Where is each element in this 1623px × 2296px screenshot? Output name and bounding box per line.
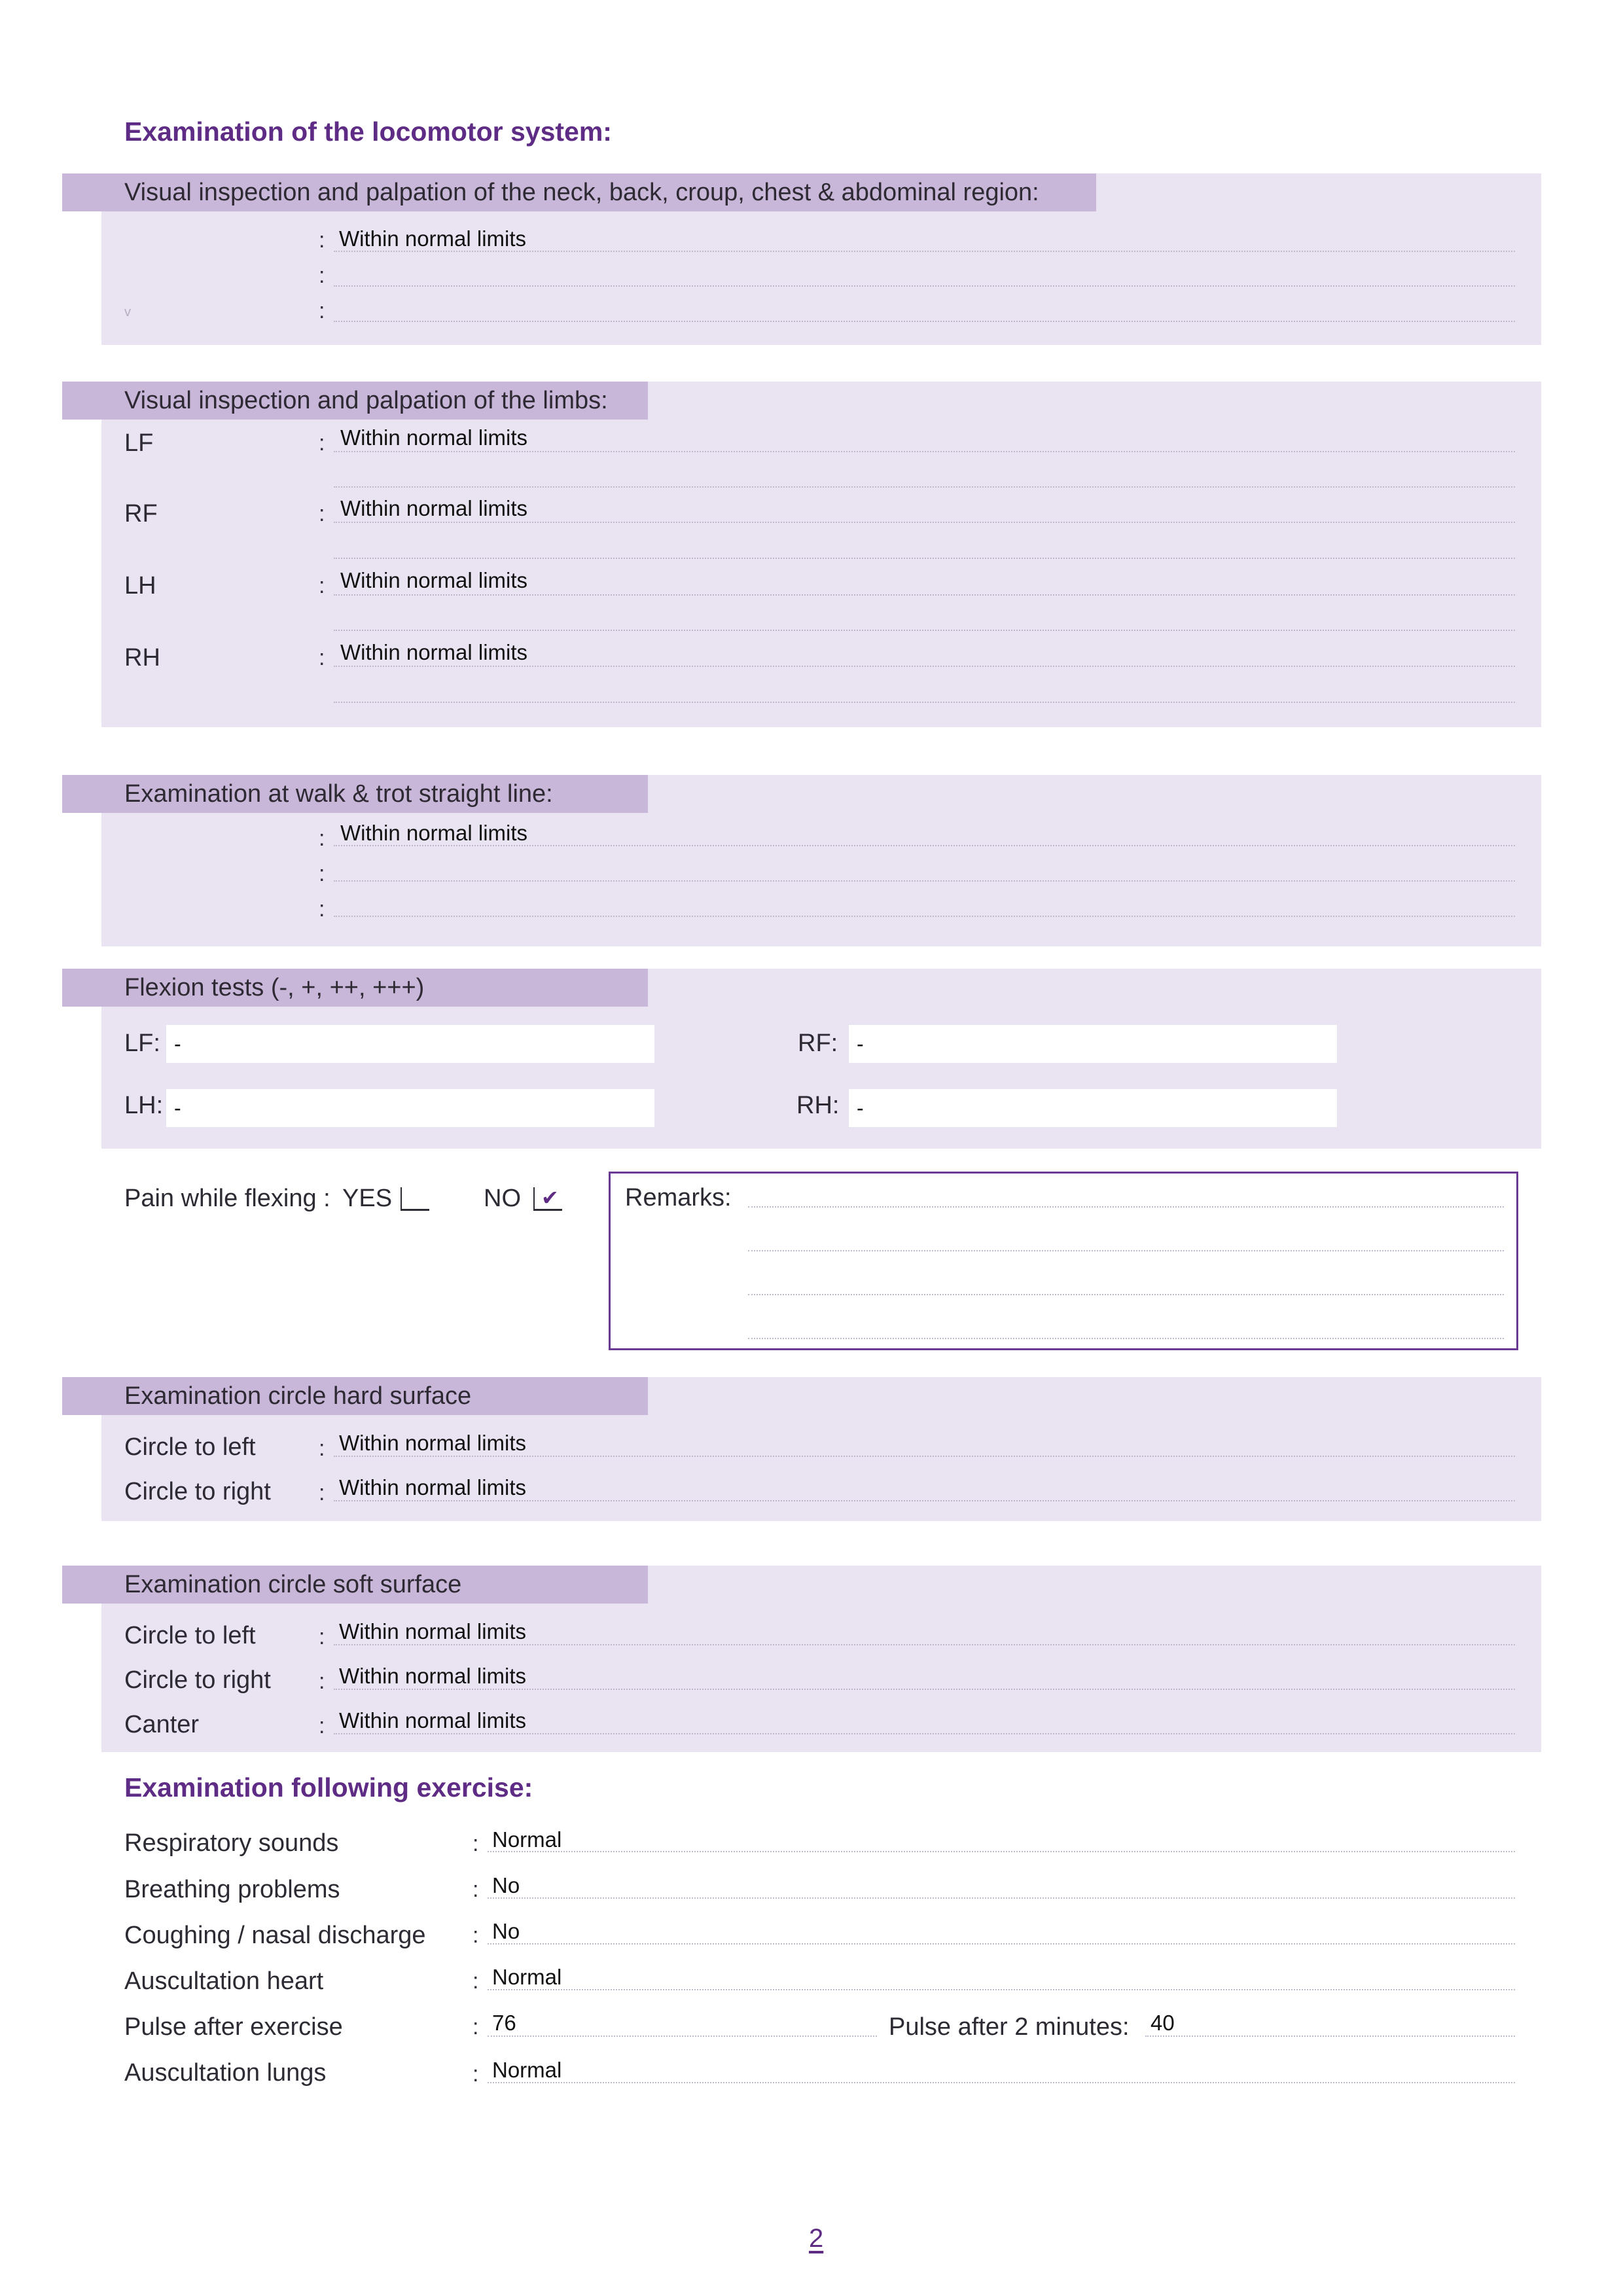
tab-circle-hard bbox=[62, 1377, 648, 1415]
row-colon: : bbox=[319, 501, 325, 526]
tab-neck-back bbox=[62, 173, 1096, 211]
panel-limbs bbox=[101, 382, 1541, 727]
circle-hard-right-label: Circle to right bbox=[124, 1478, 271, 1505]
row-dotted-line bbox=[334, 522, 1515, 523]
tab-circle-soft-label: Examination circle soft surface bbox=[124, 1571, 462, 1598]
check-mark-icon: ✔ bbox=[541, 1186, 559, 1210]
limb-value-lh[interactable]: Within normal limits bbox=[340, 568, 528, 592]
flexion-label-lf: LF: bbox=[124, 1030, 160, 1057]
flexion-value-lf: - bbox=[174, 1032, 181, 1056]
row-dotted-line bbox=[488, 1897, 1515, 1899]
row-colon: : bbox=[473, 1923, 479, 1948]
exercise-label-pulse: Pulse after exercise bbox=[124, 2013, 343, 2041]
exercise-value-respiratory[interactable]: Normal bbox=[492, 1827, 562, 1852]
row-dotted-line bbox=[334, 486, 1515, 488]
flexion-field-lf[interactable] bbox=[166, 1025, 654, 1063]
circle-hard-left-value[interactable]: Within normal limits bbox=[339, 1431, 527, 1455]
row-dotted-line bbox=[334, 1644, 1515, 1645]
flexion-field-rh[interactable] bbox=[849, 1089, 1337, 1127]
tab-circle-hard-label: Examination circle hard surface bbox=[124, 1382, 472, 1410]
row-colon: : bbox=[319, 861, 325, 886]
flexion-value-rh: - bbox=[857, 1096, 864, 1120]
row-dotted-line bbox=[488, 1851, 1515, 1852]
tab-walk-trot bbox=[62, 775, 648, 813]
tab-flexion bbox=[62, 969, 648, 1007]
pulse-2min-label: Pulse after 2 minutes: bbox=[889, 2013, 1130, 2041]
row-dotted-line bbox=[488, 1989, 1515, 1990]
row-dotted-line bbox=[334, 451, 1515, 452]
exercise-label-breathing: Breathing problems bbox=[124, 1876, 340, 1903]
row-colon: : bbox=[473, 1877, 479, 1902]
limb-label-lf: LF bbox=[124, 429, 154, 457]
exercise-label-heart: Auscultation heart bbox=[124, 1967, 324, 1995]
tab-neck-back-label: Visual inspection and palpation of the neck, back, croup, chest & abdominal region: bbox=[124, 179, 1039, 206]
limb-value-rf[interactable]: Within normal limits bbox=[340, 496, 528, 520]
row-colon: : bbox=[319, 1436, 325, 1461]
tab-flexion-label: Flexion tests (-, +, ++, +++) bbox=[124, 974, 425, 1001]
row-dotted-line bbox=[334, 321, 1515, 322]
row-dotted-line bbox=[334, 630, 1515, 631]
circle-soft-left-label: Circle to left bbox=[124, 1622, 256, 1649]
limb-label-lh: LH bbox=[124, 572, 156, 600]
exercise-value-pulse[interactable]: 76 bbox=[492, 2011, 516, 2035]
row-colon: : bbox=[473, 1831, 479, 1856]
pain-yes-label: YES bbox=[342, 1185, 393, 1212]
row-value[interactable]: Within normal limits bbox=[340, 821, 528, 845]
flexion-label-rf: RF: bbox=[798, 1030, 838, 1057]
limb-label-rf: RF bbox=[124, 500, 158, 528]
exercise-value-coughing[interactable]: No bbox=[492, 1919, 520, 1943]
remarks-dotted-line bbox=[748, 1206, 1504, 1208]
row-dotted-line bbox=[334, 1733, 1515, 1734]
exercise-value-heart[interactable]: Normal bbox=[492, 1965, 562, 1989]
page-number: 2 bbox=[809, 2224, 824, 2253]
flexion-field-rf[interactable] bbox=[849, 1025, 1337, 1063]
exercise-label-lungs: Auscultation lungs bbox=[124, 2059, 327, 2087]
row-dotted-line bbox=[334, 666, 1515, 667]
remarks-dotted-line bbox=[748, 1338, 1504, 1339]
row-dotted-line bbox=[488, 1943, 1515, 1945]
row-colon: : bbox=[319, 573, 325, 598]
remarks-dotted-line bbox=[748, 1250, 1504, 1251]
row-colon: : bbox=[319, 645, 325, 670]
row-dotted-line bbox=[334, 594, 1515, 596]
exercise-label-respiratory: Respiratory sounds bbox=[124, 1829, 339, 1857]
row-dotted-line bbox=[334, 845, 1515, 846]
circle-soft-left-value[interactable]: Within normal limits bbox=[339, 1619, 527, 1643]
flexion-field-lh[interactable] bbox=[166, 1089, 654, 1127]
limb-value-lf[interactable]: Within normal limits bbox=[340, 425, 528, 450]
limb-value-rh[interactable]: Within normal limits bbox=[340, 640, 528, 664]
flexion-value-lh: - bbox=[174, 1096, 181, 1120]
row-colon: : bbox=[319, 1713, 325, 1738]
row-dotted-line bbox=[334, 285, 1515, 287]
flexion-label-lh: LH: bbox=[124, 1092, 164, 1119]
exercise-value-breathing[interactable]: No bbox=[492, 1873, 520, 1897]
row-colon: : bbox=[473, 2062, 479, 2087]
row-colon: : bbox=[319, 897, 325, 922]
row-dotted-line bbox=[334, 880, 1515, 882]
row-colon: : bbox=[319, 826, 325, 851]
circle-hard-right-value[interactable]: Within normal limits bbox=[339, 1475, 527, 1499]
exercise-value-lungs[interactable]: Normal bbox=[492, 2058, 562, 2082]
row-value[interactable]: Within normal limits bbox=[339, 226, 527, 251]
row-dotted-line bbox=[488, 2036, 877, 2037]
circle-soft-canter-label: Canter bbox=[124, 1711, 200, 1738]
row-colon: : bbox=[319, 431, 325, 456]
pulse-2min-value[interactable]: 40 bbox=[1150, 2011, 1175, 2035]
section-title-locomotor: Examination of the locomotor system: bbox=[124, 117, 612, 147]
row-label: v bbox=[124, 305, 131, 319]
row-colon: : bbox=[473, 1969, 479, 1994]
tab-limbs bbox=[62, 382, 648, 420]
section-title-exercise: Examination following exercise: bbox=[124, 1772, 533, 1803]
circle-soft-right-label: Circle to right bbox=[124, 1666, 271, 1694]
row-dotted-line bbox=[334, 251, 1515, 252]
row-dotted-line bbox=[334, 1500, 1515, 1501]
tab-walk-trot-label: Examination at walk & trot straight line: bbox=[124, 780, 553, 808]
row-dotted-line bbox=[334, 1456, 1515, 1457]
limb-label-rh: RH bbox=[124, 644, 160, 672]
row-colon: : bbox=[319, 263, 325, 288]
row-colon: : bbox=[319, 1480, 325, 1505]
circle-soft-canter-value[interactable]: Within normal limits bbox=[339, 1708, 527, 1732]
tab-circle-soft bbox=[62, 1566, 648, 1604]
row-dotted-line bbox=[334, 916, 1515, 917]
row-colon: : bbox=[319, 298, 325, 323]
row-colon: : bbox=[319, 228, 325, 253]
tab-limbs-label: Visual inspection and palpation of the limbs: bbox=[124, 387, 608, 414]
exercise-label-coughing: Coughing / nasal discharge bbox=[124, 1922, 426, 1949]
pain-no-checkbox[interactable] bbox=[533, 1187, 562, 1211]
row-dotted-line bbox=[488, 2082, 1515, 2083]
circle-hard-left-label: Circle to left bbox=[124, 1433, 256, 1461]
row-dotted-line bbox=[334, 1689, 1515, 1690]
flexion-value-rf: - bbox=[857, 1032, 864, 1056]
row-colon: : bbox=[319, 1624, 325, 1649]
pain-no-label: NO bbox=[484, 1185, 521, 1212]
pain-yes-checkbox[interactable] bbox=[401, 1187, 429, 1211]
row-dotted-line bbox=[1145, 2036, 1515, 2037]
circle-soft-right-value[interactable]: Within normal limits bbox=[339, 1664, 527, 1688]
row-colon: : bbox=[319, 1669, 325, 1694]
remarks-label: Remarks: bbox=[625, 1184, 732, 1211]
pain-label: Pain while flexing : bbox=[124, 1185, 330, 1212]
remarks-dotted-line bbox=[748, 1294, 1504, 1295]
row-dotted-line bbox=[334, 558, 1515, 559]
flexion-label-rh: RH: bbox=[796, 1092, 840, 1119]
remarks-box[interactable] bbox=[609, 1172, 1518, 1350]
row-dotted-line bbox=[334, 702, 1515, 703]
row-colon: : bbox=[473, 2015, 479, 2039]
